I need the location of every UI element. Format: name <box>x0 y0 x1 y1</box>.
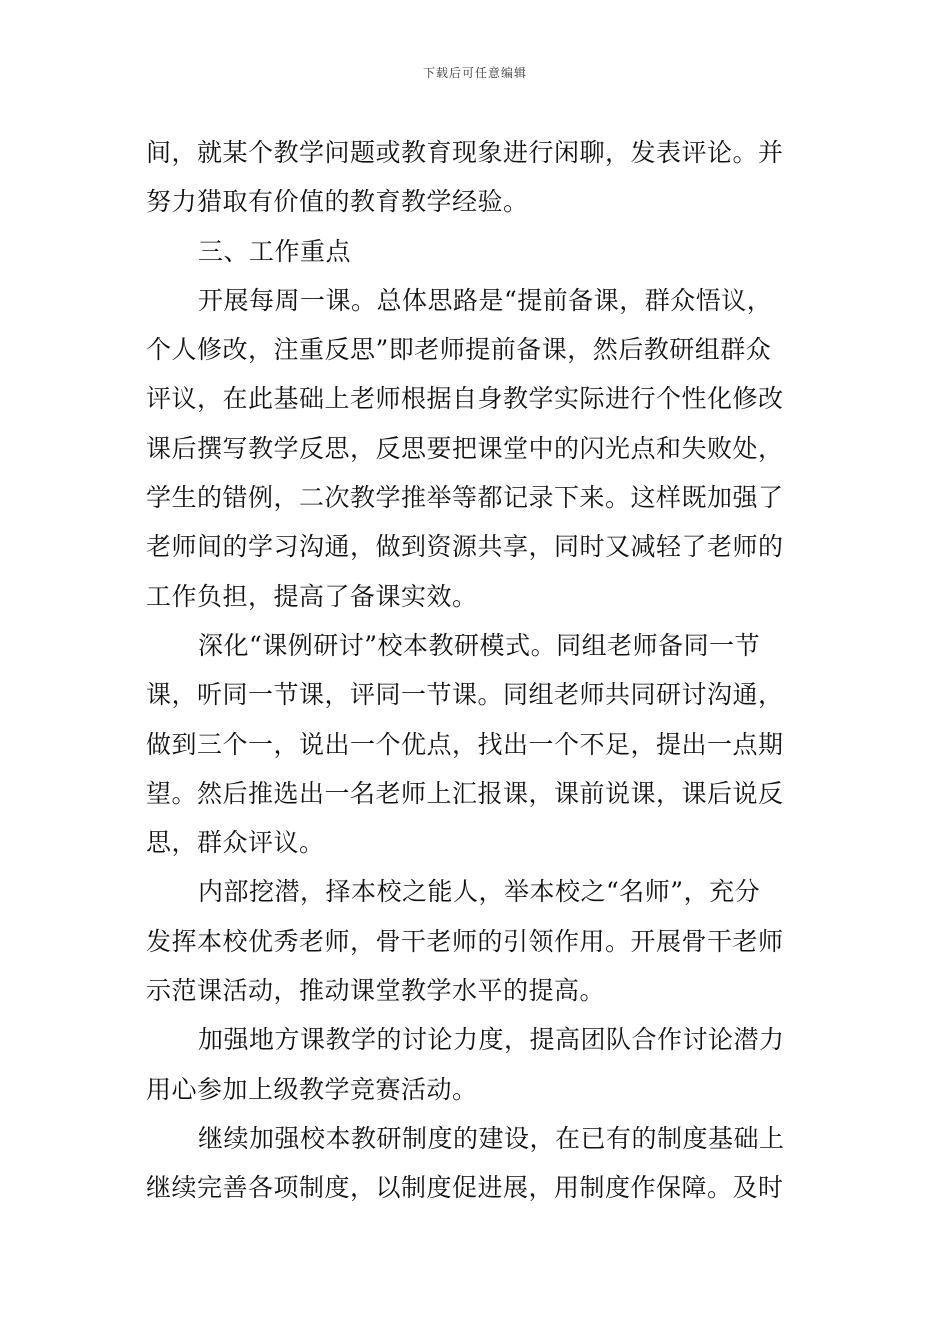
text-line: 努力猎取有价值的教育教学经验。 <box>146 187 529 217</box>
text-line: 个人修改，注重反思”即老师提前备课，然后教研组群众 <box>146 335 772 365</box>
text-line: 思，群众评议。 <box>146 828 325 858</box>
paragraph-start-line: 继续加强校本教研制度的建设，在已有的制度基础上 <box>198 1123 785 1153</box>
text-line: 课后撰写教学反思，反思要把课堂中的闪光点和失败处， <box>146 433 784 463</box>
page-header-note: 下载后可任意编辑 <box>422 66 527 80</box>
paragraph-start-line: 深化“课例研讨”校本教研模式。同组老师备同一节 <box>198 630 761 660</box>
text-line: 继续完善各项制度，以制度促进展，用制度作保障。及时 <box>146 1173 784 1203</box>
section-heading: 三、工作重点 <box>198 236 352 266</box>
text-line: 课，听同一节课，评同一节课。同组老师共同研讨沟通， <box>146 680 784 710</box>
text-line: 工作负担，提高了备课实效。 <box>146 581 478 611</box>
text-line: 用心参加上级教学竞赛活动。 <box>146 1074 478 1104</box>
text-line: 评议，在此基础上老师根据自身教学实际进行个性化修改 <box>146 384 784 414</box>
paragraph-start-line: 开展每周一课。总体思路是“提前备课，群众悟议， <box>198 285 773 315</box>
document-body <box>146 128 811 1213</box>
text-line: 学生的错例，二次教学推举等都记录下来。这样既加强了 <box>146 483 784 513</box>
text-line: 老师间的学习沟通，做到资源共享，同时又减轻了老师的 <box>146 532 784 562</box>
text-line: 示范课活动，推动课堂教学水平的提高。 <box>146 976 606 1006</box>
paragraph-start-line: 内部挖潜，择本校之能人，举本校之“名师”，充分 <box>198 877 761 907</box>
paragraph-start-line: 加强地方课教学的讨论力度，提高团队合作讨论潜力 <box>198 1025 785 1055</box>
text-line: 发挥本校优秀老师，骨干老师的引领作用。开展骨干老师 <box>146 926 784 956</box>
text-line: 间，就某个教学问题或教育现象进行闲聊，发表评论。并 <box>146 138 784 167</box>
text-line: 做到三个一，说出一个优点，找出一个不足，提出一点期 <box>146 729 784 759</box>
text-line: 望。然后推选出一名老师上汇报课，课前说课，课后说反 <box>146 778 784 808</box>
